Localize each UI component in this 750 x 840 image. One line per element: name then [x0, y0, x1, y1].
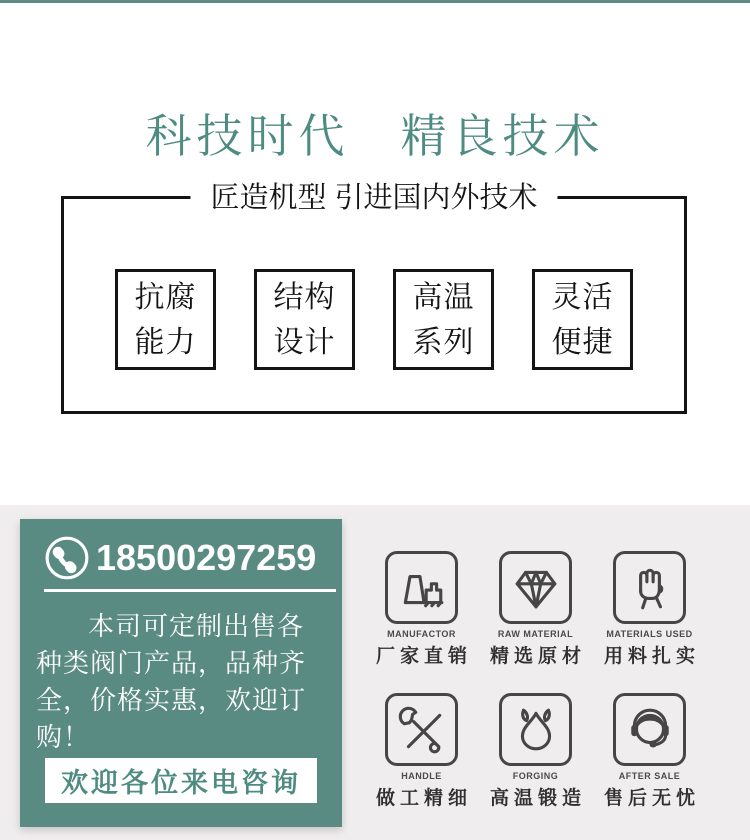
- feature-text: 灵活: [551, 280, 614, 314]
- feature-text: 能力: [134, 325, 197, 359]
- badge-zh-label: 厂家直销: [375, 646, 472, 667]
- badge-en-label: FORGING: [512, 771, 559, 781]
- diamond-icon: [499, 551, 572, 624]
- contact-card: [20, 519, 342, 827]
- contact-description: 本司可定制出售各种类阀门产品，品种齐全，价格实惠，欢迎订购！: [36, 611, 307, 752]
- badge-en-label: HANDLE: [401, 771, 442, 781]
- feature-box-structure: [254, 269, 355, 370]
- feature-text: 设计: [273, 325, 336, 359]
- feature-text: 系列: [412, 325, 475, 359]
- top-accent-strip: [0, 0, 750, 3]
- headset-icon: [613, 693, 686, 766]
- factory-icon: [385, 551, 458, 624]
- badge-after-sale: [602, 693, 700, 810]
- feature-text: 结构: [273, 280, 336, 314]
- badge-zh-label: 售后无忧: [603, 788, 700, 809]
- badge-zh-label: 做工精细: [375, 788, 472, 809]
- badge-forging: [488, 693, 586, 810]
- feature-text: 便捷: [551, 325, 614, 359]
- badge-manufacturer: [374, 551, 472, 668]
- bottom-section: [0, 505, 750, 840]
- badge-en-label: MANUFACTOR: [387, 629, 456, 639]
- feature-list: [64, 269, 684, 370]
- tools-icon: [385, 693, 458, 766]
- feature-text: 高温: [412, 280, 475, 314]
- fist-icon: [613, 551, 686, 624]
- flame-icon: [499, 693, 572, 766]
- page-title: 科技时代 精良技术: [145, 110, 605, 162]
- feature-text: 抗腐: [134, 280, 197, 314]
- badge-workmanship: [374, 693, 472, 810]
- badge-materials-used: [602, 551, 700, 668]
- badge-en-label: RAW MATERIAL: [497, 629, 574, 639]
- feature-box-corrosion: [115, 269, 216, 370]
- badge-zh-label: 用料扎实: [603, 646, 700, 667]
- phone-number: 18500297259: [96, 537, 317, 578]
- feature-box-flexible: [532, 269, 633, 370]
- badge-en-label: AFTER SALE: [618, 771, 681, 781]
- phone-handset-icon: [44, 535, 90, 581]
- badge-grid: [374, 551, 700, 810]
- badge-zh-label: 精选原材: [489, 646, 586, 667]
- call-inquiry-button[interactable]: 欢迎各位来电咨询: [45, 758, 317, 803]
- feature-frame: [61, 182, 687, 414]
- badge-raw-material: [488, 551, 586, 668]
- feature-box-high-temp: [393, 269, 494, 370]
- phone-row: [44, 535, 336, 592]
- badge-en-label: MATERIALS USED: [606, 629, 693, 639]
- badge-zh-label: 高温锻造: [489, 788, 586, 809]
- page-subtitle: 匠造机型 引进国内外技术: [190, 179, 557, 217]
